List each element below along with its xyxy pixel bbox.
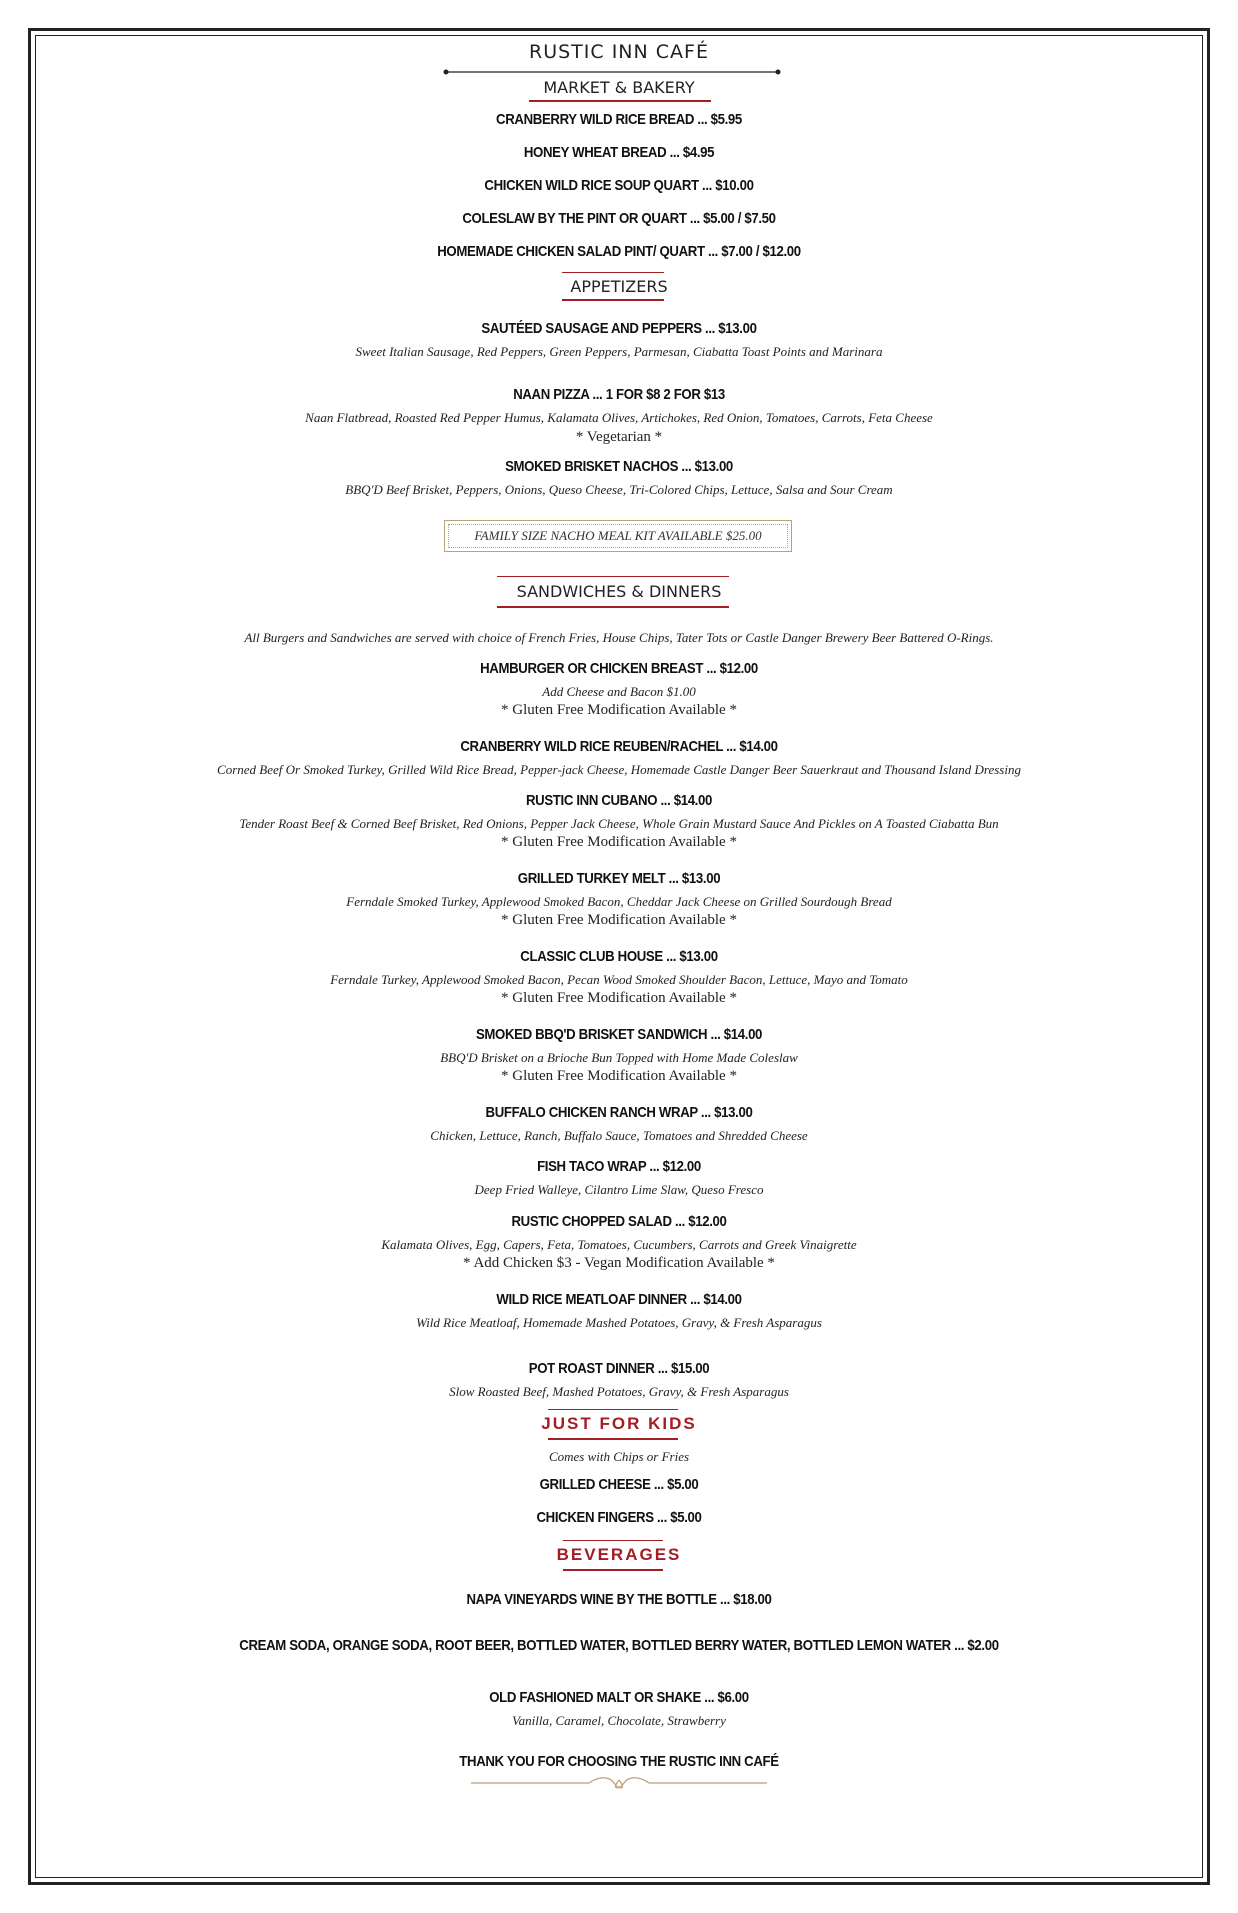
menu-item-name: CHICKEN FINGERS ... $5.00 bbox=[536, 1509, 702, 1526]
menu-item-name: GRILLED TURKEY MELT ... $13.00 bbox=[517, 870, 721, 887]
menu-item-desc: Chicken, Lettuce, Ranch, Buffalo Sauce, Tomatoes and Shredded Cheese bbox=[430, 1128, 808, 1143]
market-item: CRANBERRY WILD RICE BREAD ... $5.95 bbox=[496, 111, 742, 128]
market-item: HOMEMADE CHICKEN SALAD PINT/ QUART ... $7.00 / $12.00 bbox=[437, 243, 801, 260]
menu-item-name: SAUTÉED SAUSAGE AND PEPPERS ... $13.00 bbox=[481, 320, 757, 337]
section-overline bbox=[548, 1409, 678, 1410]
section-beverages: BEVERAGES bbox=[556, 1545, 682, 1564]
menu-item-note: * Gluten Free Modification Available * bbox=[501, 834, 737, 850]
section-overline bbox=[563, 1540, 663, 1541]
menu-item-note: * Add Chicken $3 - Vegan Modification Available * bbox=[463, 1255, 775, 1271]
menu-item-name: SMOKED BBQ'D BRISKET SANDWICH ... $14.00 bbox=[475, 1026, 763, 1043]
menu-item-desc: Deep Fried Walleye, Cilantro Lime Slaw, Queso Fresco bbox=[474, 1182, 764, 1197]
section-underline bbox=[548, 1438, 678, 1440]
menu-item-desc: Wild Rice Meatloaf, Homemade Mashed Potatoes, Gravy, & Fresh Asparagus bbox=[416, 1315, 822, 1330]
section-market-bakery: MARKET & BAKERY bbox=[543, 78, 695, 97]
menu-item-desc: Ferndale Smoked Turkey, Applewood Smoked Bacon, Cheddar Jack Cheese on Grilled Sourdough Bread bbox=[346, 894, 892, 909]
section-just-for-kids: JUST FOR KIDS bbox=[541, 1414, 697, 1433]
title-divider-ornament bbox=[442, 67, 782, 77]
menu-item-desc: Slow Roasted Beef, Mashed Potatoes, Gravy, & Fresh Asparagus bbox=[449, 1384, 789, 1399]
section-underline bbox=[529, 100, 711, 102]
menu-item-name: NAAN PIZZA ... 1 FOR $8 2 FOR $13 bbox=[513, 386, 725, 403]
menu-item-desc: Corned Beef Or Smoked Turkey, Grilled Wild Rice Bread, Pepper-jack Cheese, Homemade Castle Danger Beer Sauerkraut and Thousand Island Dressing bbox=[217, 762, 1021, 777]
market-item: HONEY WHEAT BREAD ... $4.95 bbox=[523, 144, 715, 161]
menu-item-desc: Ferndale Turkey, Applewood Smoked Bacon, Pecan Wood Smoked Shoulder Bacon, Lettuce, Mayo and Tomato bbox=[330, 972, 908, 987]
menu-item-desc: Add Cheese and Bacon $1.00 bbox=[542, 684, 696, 699]
menu-item-name: POT ROAST DINNER ... $15.00 bbox=[528, 1360, 710, 1377]
menu-item-note: * Gluten Free Modification Available * bbox=[501, 912, 737, 928]
market-item: CHICKEN WILD RICE SOUP QUART ... $10.00 bbox=[484, 177, 754, 194]
menu-item-desc: BBQ'D Beef Brisket, Peppers, Onions, Queso Cheese, Tri-Colored Chips, Lettuce, Salsa and Sour Cream bbox=[345, 482, 893, 497]
menu-item-name: GRILLED CHEESE ... $5.00 bbox=[539, 1476, 699, 1493]
kids-intro: Comes with Chips or Fries bbox=[548, 1449, 690, 1464]
menu-item-desc: Sweet Italian Sausage, Red Peppers, Green Peppers, Parmesan, Ciabatta Toast Points and Marinara bbox=[355, 344, 883, 359]
menu-item-desc: Vanilla, Caramel, Chocolate, Strawberry bbox=[512, 1713, 726, 1728]
section-overline bbox=[562, 272, 664, 273]
footer-thank-you: THANK YOU FOR CHOOSING THE RUSTIC INN CAFÉ bbox=[459, 1753, 779, 1770]
menu-page bbox=[36, 36, 1202, 1877]
menu-item-name: HAMBURGER OR CHICKEN BREAST ... $12.00 bbox=[480, 660, 758, 677]
menu-item-desc: Tender Roast Beef & Corned Beef Brisket, Red Onions, Pepper Jack Cheese, Whole Grain Mustard Sauce And Pickles on A Toasted Ciabatta Bun bbox=[239, 816, 999, 831]
menu-item-name: CRANBERRY WILD RICE REUBEN/RACHEL ... $14.00 bbox=[460, 738, 778, 755]
menu-item-note: * Vegetarian * bbox=[575, 429, 663, 445]
menu-item-desc: Kalamata Olives, Egg, Capers, Feta, Tomatoes, Cucumbers, Carrots and Greek Vinaigrette bbox=[381, 1237, 857, 1252]
menu-item-name: NAPA VINEYARDS WINE BY THE BOTTLE ... $18.00 bbox=[466, 1591, 772, 1608]
menu-item-name: WILD RICE MEATLOAF DINNER ... $14.00 bbox=[496, 1291, 742, 1308]
menu-item-name: BUFFALO CHICKEN RANCH WRAP ... $13.00 bbox=[485, 1104, 753, 1121]
menu-item-name: CLASSIC CLUB HOUSE ... $13.00 bbox=[520, 948, 718, 965]
restaurant-title: RUSTIC INN CAFÉ bbox=[529, 41, 709, 63]
menu-item-desc: Naan Flatbread, Roasted Red Pepper Humus, Kalamata Olives, Artichokes, Red Onion, Tomatoes, Carrots, Feta Cheese bbox=[305, 410, 933, 425]
section-underline bbox=[563, 1569, 663, 1571]
section-overline bbox=[497, 576, 729, 577]
sandwiches-intro: All Burgers and Sandwiches are served with choice of French Fries, House Chips, Tater Tots or Castle Danger Brewery Beer Battered O-Rings. bbox=[244, 630, 994, 645]
section-appetizers: APPETIZERS bbox=[570, 277, 668, 296]
menu-item-note: * Gluten Free Modification Available * bbox=[501, 1068, 737, 1084]
market-item: COLESLAW BY THE PINT OR QUART ... $5.00 / $7.50 bbox=[462, 210, 776, 227]
footer-flourish-icon bbox=[469, 1776, 769, 1790]
menu-item-name: SMOKED BRISKET NACHOS ... $13.00 bbox=[505, 458, 733, 475]
section-underline bbox=[562, 299, 664, 301]
family-nacho-kit-box bbox=[444, 520, 792, 552]
section-underline bbox=[497, 606, 729, 608]
menu-item-note: * Gluten Free Modification Available * bbox=[501, 702, 737, 718]
section-sandwiches-dinners: SANDWICHES & DINNERS bbox=[516, 582, 722, 601]
menu-item-name: FISH TACO WRAP ... $12.00 bbox=[537, 1158, 701, 1175]
menu-item-name: CREAM SODA, ORANGE SODA, ROOT BEER, BOTTLED WATER, BOTTLED BERRY WATER, BOTTLED LEMON WATER ... $2.00 bbox=[239, 1637, 999, 1654]
menu-item-name: RUSTIC CHOPPED SALAD ... $12.00 bbox=[511, 1213, 727, 1230]
menu-item-name: RUSTIC INN CUBANO ... $14.00 bbox=[525, 792, 712, 809]
menu-item-note: * Gluten Free Modification Available * bbox=[501, 990, 737, 1006]
menu-item-name: OLD FASHIONED MALT OR SHAKE ... $6.00 bbox=[489, 1689, 749, 1706]
family-nacho-kit-text: FAMILY SIZE NACHO MEAL KIT AVAILABLE $25.00 bbox=[474, 528, 762, 543]
menu-item-desc: BBQ'D Brisket on a Brioche Bun Topped with Home Made Coleslaw bbox=[440, 1050, 798, 1065]
